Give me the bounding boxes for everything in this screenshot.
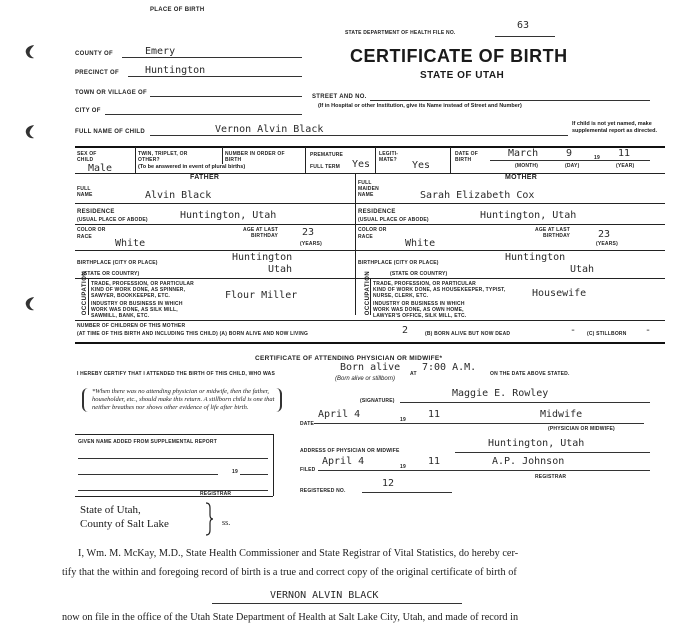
not-named-note-1: If child is not yet named, make — [572, 121, 652, 127]
mother-industry-label-1: INDUSTRY OR BUSINESS IN WHICH — [373, 301, 465, 307]
town-label: TOWN OR VILLAGE OF — [75, 90, 147, 96]
day-hint: (DAY) — [565, 163, 580, 169]
attestation-body-1: I, Wm. M. McKay, M.D., State Health Commissioner and State Registrar of Vital Statistics, do hereby cer- — [78, 548, 519, 559]
father-residence-hint: (USUAL PLACE OF ABODE) — [77, 217, 148, 223]
birth-year-prefix: 19 — [594, 155, 600, 161]
mother-birth-city: Huntington — [505, 252, 566, 263]
certificate-subtitle: STATE OF UTAH — [420, 70, 505, 81]
physician-date-value: April 4 — [318, 409, 361, 420]
county-value: Emery — [145, 46, 176, 57]
precinct-value: Huntington — [145, 65, 206, 76]
physician-address-value: Huntington, Utah — [488, 438, 585, 449]
father-residence-label: RESIDENCE — [77, 209, 115, 215]
file-no-value: 63 — [517, 20, 530, 31]
attestation-body-3: now on file in the office of the Utah State Department of Health at Salt Lake City, Utah, and made of record in — [62, 612, 519, 623]
birth-day: 9 — [566, 148, 573, 159]
mother-years-hint: (YEARS) — [596, 241, 618, 247]
twin-label: TWIN, TRIPLET, OR OTHER? — [138, 151, 188, 163]
supplemental-label: GIVEN NAME ADDED FROM SUPPLEMENTAL REPORT — [78, 439, 217, 445]
father-age-label: AGE AT LAST BIRTHDAY — [243, 227, 278, 239]
children-c-label: (C) STILLBORN — [587, 331, 627, 337]
birth-year: 11 — [618, 148, 631, 159]
father-industry-label-1: INDUSTRY OR BUSINESS IN WHICH — [91, 301, 183, 307]
place-of-birth-heading: PLACE OF BIRTH — [150, 7, 205, 13]
birth-month: March — [508, 148, 539, 159]
father-trade-label-3: SAWYER, BOOKKEEPER, ETC. — [91, 293, 170, 299]
street-label: STREET AND NO. — [312, 94, 367, 100]
father-industry-label-3: SAWMILL, BANK, ETC. — [91, 313, 150, 319]
file-no-label: STATE DEPARTMENT OF HEALTH FILE NO. — [345, 30, 456, 36]
registered-label: REGISTERED NO. — [300, 488, 346, 494]
children-label-1: NUMBER OF CHILDREN OF THIS MOTHER — [77, 323, 186, 329]
not-named-note-2: supplemental report as directed. — [572, 128, 657, 134]
attestation-brace-icon — [204, 502, 214, 536]
punch-hole-top — [24, 44, 36, 60]
mother-occupation-vert: OCCUPATION — [365, 270, 371, 316]
attestation-body-2: tify that the within and foregoing record of birth is a true and correct copy of the original certificate of birth of — [62, 567, 517, 578]
mother-trade-label-2: KIND OF WORK DONE, AS HOUSEKEEPER, TYPIST, — [373, 287, 506, 293]
filed-year: 11 — [428, 456, 441, 467]
mother-trade-label-3: NURSE, CLERK, ETC. — [373, 293, 429, 299]
date-of-birth-label: DATE OF BIRTH — [455, 151, 478, 163]
mother-trade-value: Housewife — [532, 288, 587, 299]
registrar-value: A.P. Johnson — [492, 456, 565, 467]
father-trade-label-1: TRADE, PROFESSION, OR PARTICULAR — [91, 281, 194, 287]
father-color-value: White — [115, 238, 146, 249]
punch-hole-bottom — [24, 296, 36, 312]
physician-address-label: ADDRESS OF PHYSICIAN OR MIDWIFE — [300, 448, 400, 454]
mother-age-value: 23 — [598, 229, 611, 240]
father-occupation-vert: OCCUPATION — [82, 270, 88, 316]
father-trade-value: Flour Miller — [225, 290, 298, 301]
full-term-value: Yes — [352, 159, 371, 170]
mother-birth-state: Utah — [570, 264, 595, 275]
attestation-state: State of Utah, — [80, 504, 141, 516]
father-name-label: FULL NAME — [77, 186, 93, 198]
mother-trade-label-1: TRADE, PROFESSION, OR PARTICULAR — [373, 281, 476, 287]
month-hint: (MONTH) — [515, 163, 539, 169]
hospital-note: (If in Hospital or other Institution, give its Name instead of Street and Number) — [318, 103, 522, 109]
mother-name-label: FULL MAIDEN NAME — [358, 180, 379, 198]
physician-born-alive: Born alive — [340, 362, 401, 373]
children-b-value: - — [570, 325, 577, 336]
year-hint: (YEAR) — [616, 163, 635, 169]
child-name-value: Vernon Alvin Black — [215, 124, 324, 135]
plural-note: (To be answered in event of plural births) — [138, 164, 246, 170]
city-label: CITY OF — [75, 108, 101, 114]
father-years-hint: (YEARS) — [300, 241, 322, 247]
father-birth-state: Utah — [268, 264, 293, 275]
father-residence-value: Huntington, Utah — [180, 210, 277, 221]
mother-industry-label-3: LAWYER'S OFFICE, SILK MILL, ETC. — [373, 313, 467, 319]
attestation-ss: ss. — [222, 518, 231, 527]
physician-certify-2: ON THE DATE ABOVE STATED. — [490, 371, 570, 377]
father-state-hint: (STATE OR COUNTRY) — [82, 271, 140, 277]
mother-age-label: AGE AT LAST BIRTHDAY — [535, 227, 570, 239]
physician-heading: CERTIFICATE OF ATTENDING PHYSICIAN OR MIDWIFE* — [255, 355, 443, 362]
mother-residence-hint: (USUAL PLACE OF ABODE) — [358, 217, 429, 223]
legitimate-value: Yes — [412, 160, 431, 171]
filed-value: April 4 — [322, 456, 365, 467]
father-birthplace-label: BIRTHPLACE (CITY OR PLACE) — [77, 260, 158, 266]
physician-born-hint: (Born alive or stillborn) — [335, 376, 396, 382]
sex-value: Male — [88, 163, 113, 174]
physician-date-label: DATE — [300, 421, 315, 427]
physician-at: AT — [410, 371, 417, 377]
certificate-title: CERTIFICATE OF BIRTH — [350, 46, 568, 66]
physician-note: *When there was no attending physician or midwife, then the father, householder, etc., should make this return. A stillborn child is one that neither breathes nor shows other evidence of life after birth. — [82, 388, 282, 412]
premature-label: PREMATURE — [310, 152, 344, 158]
county-label: COUNTY OF — [75, 51, 113, 57]
mother-heading: MOTHER — [505, 174, 538, 181]
precinct-label: PRECINCT OF — [75, 70, 119, 76]
father-age-value: 23 — [302, 227, 315, 238]
father-industry-label-2: WORK WAS DONE, AS SILK MILL, — [91, 307, 178, 313]
children-c-value: - — [645, 325, 652, 336]
mother-residence-label: RESIDENCE — [358, 209, 396, 215]
father-birth-city: Huntington — [232, 252, 293, 263]
mother-residence-value: Huntington, Utah — [480, 210, 577, 221]
mother-industry-label-2: WORK WAS DONE, AS OWN HOME, — [373, 307, 464, 313]
attestation-name: VERNON ALVIN BLACK — [270, 590, 379, 601]
mother-state-hint: (STATE OR COUNTRY) — [390, 271, 448, 277]
physician-date-year: 11 — [428, 409, 441, 420]
mother-color-value: White — [405, 238, 436, 249]
mother-color-label: COLOR OR RACE — [358, 227, 387, 240]
father-name-value: Alvin Black — [145, 190, 212, 201]
registrar-label: REGISTRAR — [535, 474, 567, 480]
mother-birthplace-label: BIRTHPLACE (CITY OR PLACE) — [358, 260, 439, 266]
order-label: NUMBER IN ORDER OF BIRTH — [225, 151, 285, 163]
filed-year-prefix: 19 — [400, 464, 406, 470]
father-color-label: COLOR OR RACE — [77, 227, 106, 240]
physician-time: 7:00 A.M. — [422, 362, 477, 373]
registered-value: 12 — [382, 478, 395, 489]
children-b-label: (B) BORN ALIVE BUT NOW DEAD — [425, 331, 511, 337]
supplemental-year-prefix: 19 — [232, 469, 238, 475]
physician-title-hint: (PHYSICIAN OR MIDWIFE) — [548, 426, 615, 432]
sex-label: SEX OF CHILD — [77, 151, 97, 163]
signature-label: (SIGNATURE) — [360, 398, 395, 404]
physician-date-year-prefix: 19 — [400, 417, 406, 423]
father-trade-label-2: KIND OF WORK DONE, AS SPINNER, — [91, 287, 186, 293]
child-name-label: FULL NAME OF CHILD — [75, 129, 145, 135]
children-a-value: 2 — [402, 325, 409, 336]
father-heading: FATHER — [190, 174, 220, 181]
mother-name-value: Sarah Elizabeth Cox — [420, 190, 535, 201]
attestation-county: County of Salt Lake — [80, 518, 169, 530]
physician-title-value: Midwife — [540, 409, 583, 420]
physician-certify-1: I HEREBY CERTIFY THAT I ATTENDED THE BIRTH OF THIS CHILD, WHO WAS — [77, 371, 275, 377]
children-label-2: (AT TIME OF THIS BIRTH AND INCLUDING THIS CHILD) (A) BORN ALIVE AND NOW LIVING — [77, 331, 309, 337]
filed-label: FILED — [300, 467, 316, 473]
signature-value: Maggie E. Rowley — [452, 388, 549, 399]
supplemental-registrar-label: REGISTRAR — [200, 491, 232, 497]
legitimate-label: LEGITI-MATE? — [379, 151, 399, 163]
full-term-label: FULL TERM — [310, 164, 341, 170]
punch-hole-middle — [24, 124, 36, 140]
